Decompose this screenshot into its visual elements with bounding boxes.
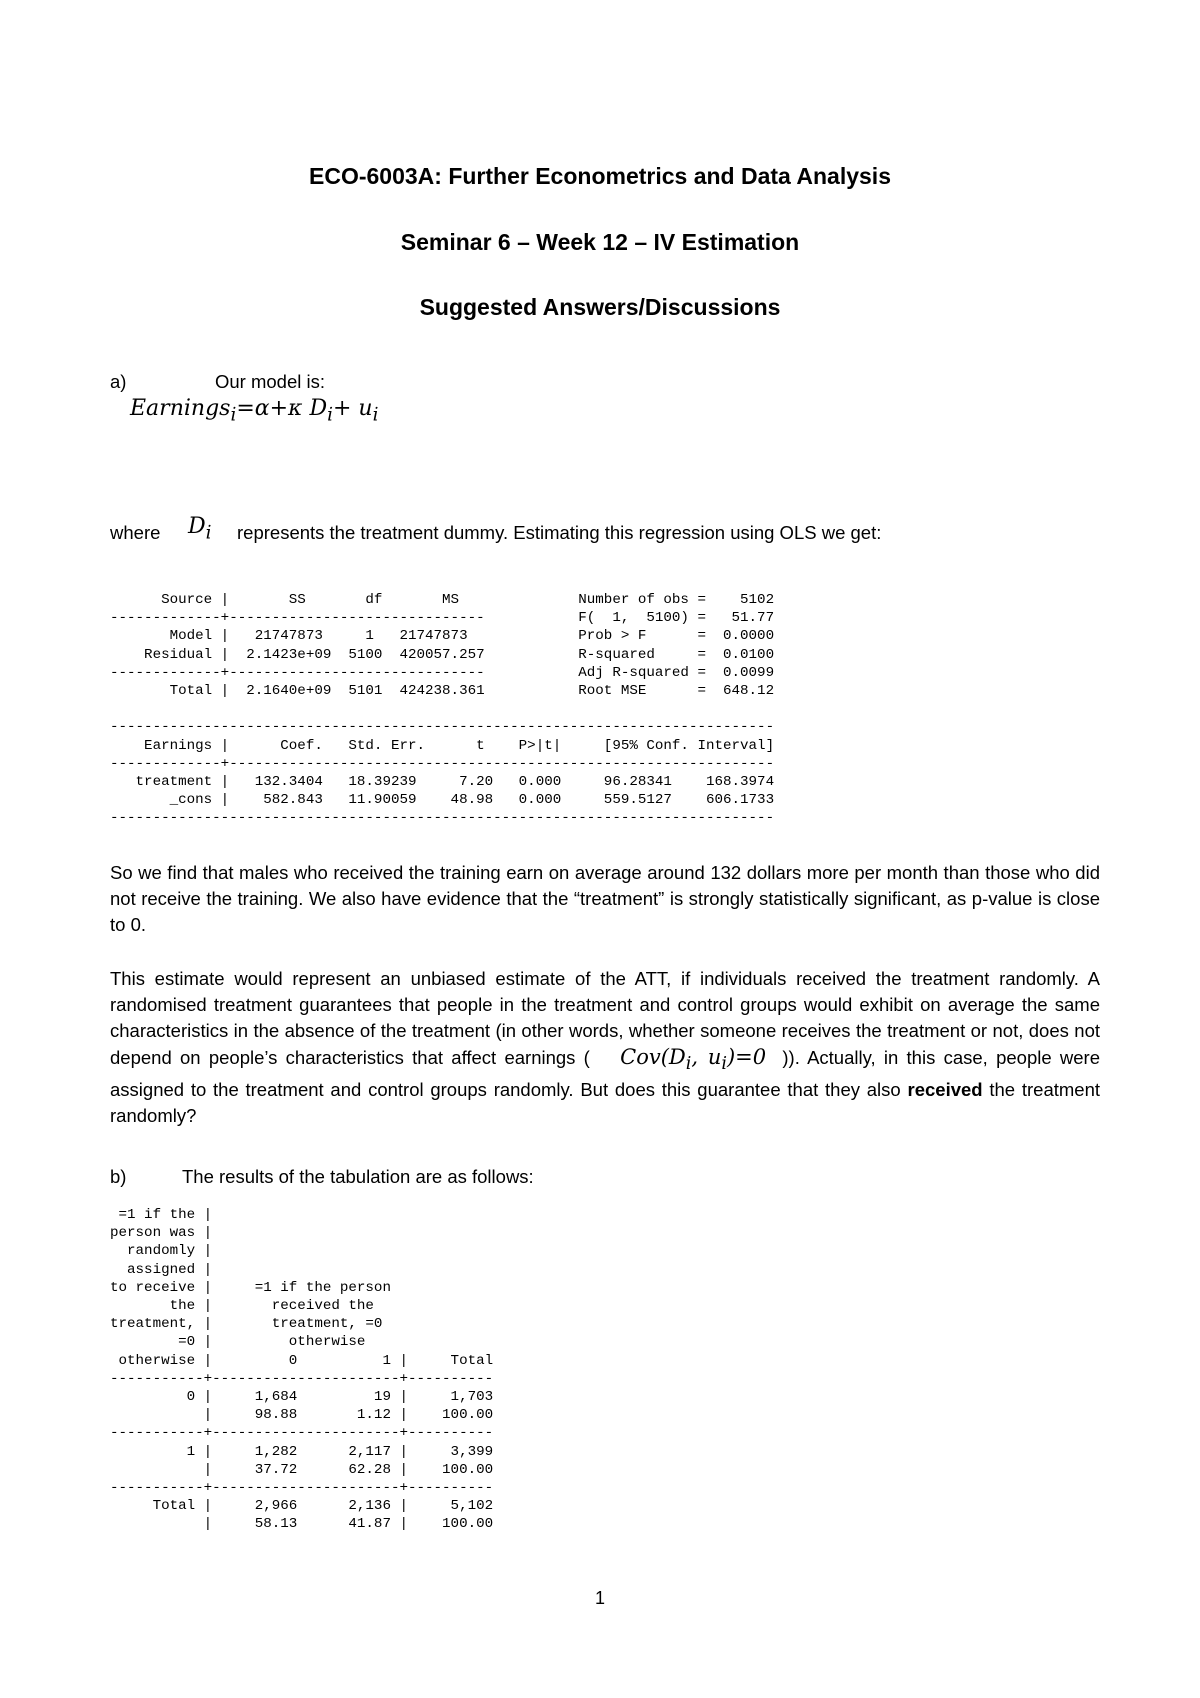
seminar-title: Seminar 6 – Week 12 – IV Estimation (400, 229, 800, 255)
treatment-symbol: $D_i$ (188, 514, 212, 544)
course-title: ECO-6003A: Further Econometrics and Data Analysis (309, 163, 891, 189)
covariance-condition: $Cov(D_i$, $u_i)=0$ (620, 1045, 767, 1075)
att-paragraph-start: This estimate would represent an unbiased estimate of the ATT, if individuals received the treatment randomly. A randomised treatment guarantees that people in the treatment and control groups would exhibit on average the same characteristics in the absence of the treatment (in other words, whether someone receives the treatment or not, does not depend on people’s characteristics that affect earnings ( (110, 968, 1100, 1068)
page-number: 1 (594, 1588, 605, 1608)
model-equation: Earnings$_i$=α+κ $D_i+ u_i$ (130, 396, 379, 426)
att-paragraph-end: the treatment randomly? (110, 1079, 1101, 1127)
ols-interpretation-paragraph: So we find that males who received the training earn on average around 132 dollars more per month than those who did not receive the training. We also have evidence that the “treatment” is strongly statistically significant, as p-value is close to 0. (110, 862, 1100, 935)
part-a-intro: Our model is: (215, 371, 326, 392)
tabulation-output: =1 if the | person was | randomly | assigned | to receive | =1 if the person the | received the treatment, | treatment, =0 =0 | otherwise otherwise | 0 1 | Total -----------+----------------------+---------- 0 | 1,684 19 | 1,703 | 98.88 1.12 | 100.00 -----------+----------------------+---------- 1 | 1,282 2,117 | 3,399 | 37.72 62.28 | 100.00 -----------+----------------------+---------- Total | 2,966 2,136 | 5,102 | 58.13 41.87 | 100.00 (110, 1207, 494, 1533)
ols-regression-output: Source | SS df MS Number of obs = 5102 -------------+------------------------------ F( 1, 5100) = 51.77 Model | 21747873 1 21747873 Prob > F = 0.0000 Residual | 2.1423e+09 5100 420057.257 R-squared = 0.0100 -------------+------------------------------ Adj R-squared = 0.0099 Total | 2.1640e+09 5101 424238.361 Root MSE = 648.12 ------------------------------------------------------------------------------ Earnings | Coef. Std. Err. t P>|t| [95% Conf. Interval] -------------+---------------------------------------------------------------- treatment | 132.3404 18.39239 7.20 0.000 96.28341 168.3974 _cons | 582.843 11.90059 48.98 0.000 559.5127 606.1733 ------------------------------------------------------------------------------ (110, 592, 775, 827)
document-subtitle: Suggested Answers/Discussions (419, 294, 781, 320)
att-paragraph (110, 966, 1100, 1129)
att-paragraph-mid: )). Actually, in this case, people were assigned to the treatment and control groups randomly. But does this guarantee that they also (110, 1047, 1100, 1101)
part-a-label: a) (110, 371, 127, 392)
where-word: where (110, 522, 161, 543)
part-b-intro: The results of the tabulation are as follows: (182, 1166, 534, 1187)
part-b-label: b) (110, 1166, 127, 1187)
received-emphasis: received (907, 1079, 983, 1101)
where-description: represents the treatment dummy. Estimating this regression using OLS we get: (237, 522, 882, 543)
